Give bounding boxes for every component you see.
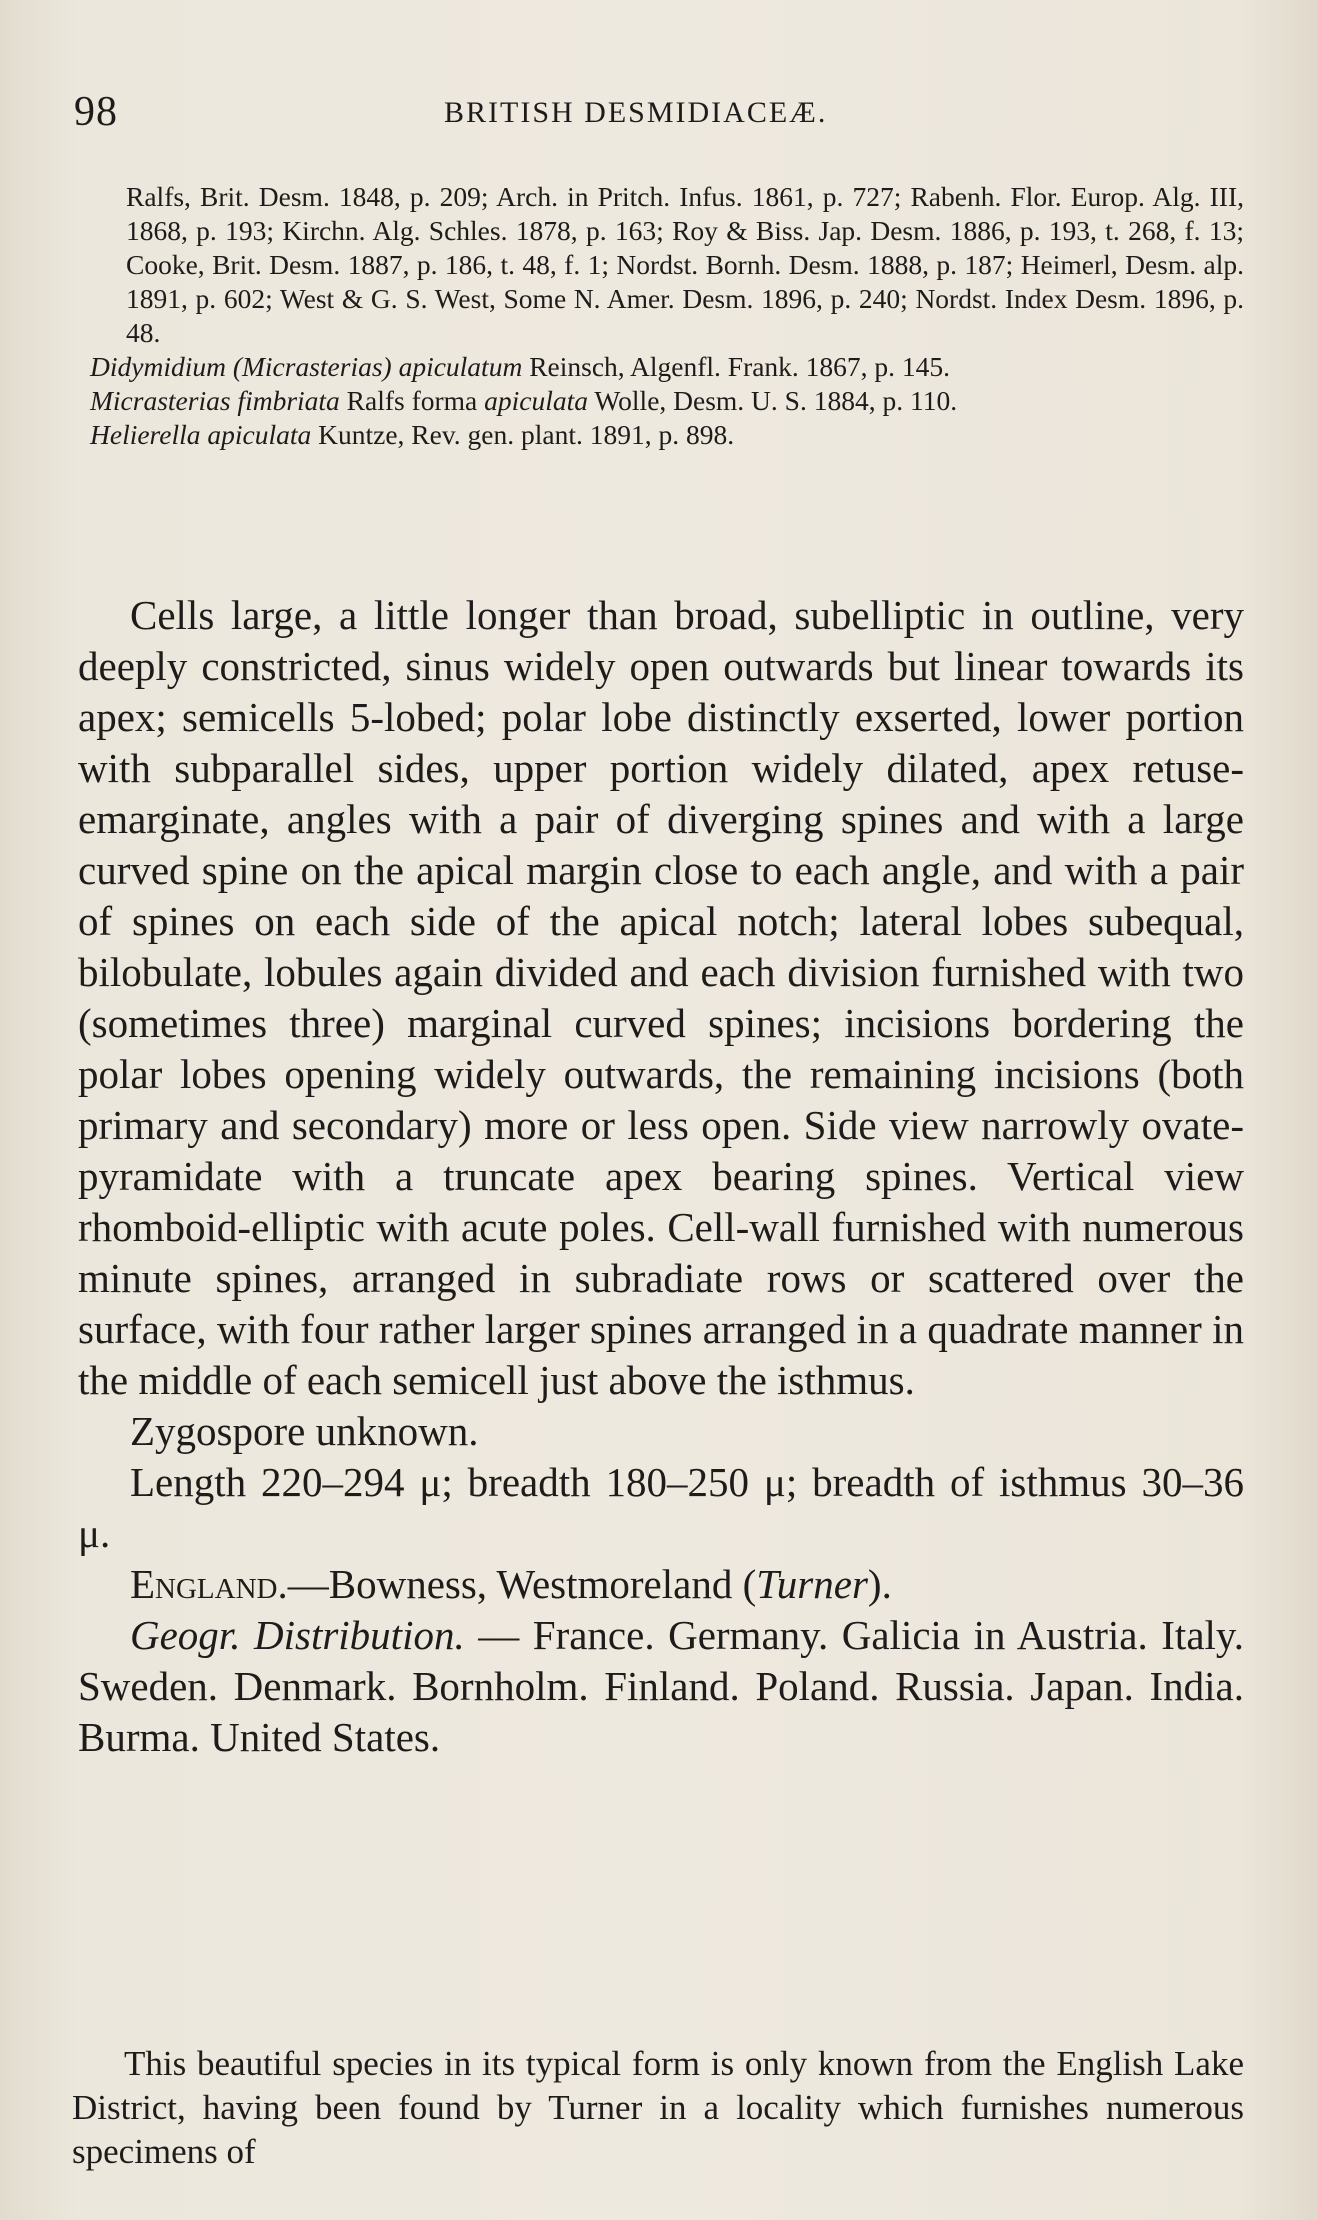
england-label: England. bbox=[130, 1561, 288, 1607]
taxon-form-name: apiculata bbox=[484, 385, 589, 416]
zygospore-line: Zygospore unknown. bbox=[130, 1408, 479, 1454]
england-collector: Turner bbox=[756, 1561, 868, 1607]
england-close: ). bbox=[867, 1561, 892, 1607]
synonymy-entry bbox=[90, 384, 1244, 418]
synonymy-text: Reinsch, Algenfl. Frank. 1867, p. 145. bbox=[522, 351, 951, 382]
page-number: 98 bbox=[74, 89, 118, 135]
taxon-name: Helierella apiculata bbox=[90, 419, 312, 450]
taxon-name: Didymidium (Micrasterias) apiculatum bbox=[90, 351, 523, 382]
england-locality bbox=[78, 1559, 1244, 1610]
synonymy-text: Kuntze, Rev. gen. plant. 1891, p. 898. bbox=[311, 419, 735, 450]
remarks-text: This beautiful species in its typical form is only known from the English Lake District, having been found by Turner in a locality which furnishes numerous specimens of bbox=[72, 2044, 1244, 2171]
synonymy-block bbox=[90, 180, 1244, 452]
dimensions-line: Length 220–294 μ; breadth 180–250 μ; breadth of isthmus 30–36 μ. bbox=[78, 1459, 1244, 1556]
synonymy-entry bbox=[90, 350, 1244, 384]
synonymy-text: Ralfs, Brit. Desm. 1848, p. 209; Arch. in Pritch. Infus. 1861, p. 727; Rabenh. Flor. Europ. Alg. III, 1868, p. 193; Kirchn. Alg. Schles. 1878, p. 163; Roy & Biss. Jap. Desm. 1886, p. 193, t. 268, f. 13; Cooke, Brit. Desm. 1887, p. 186, t. 48, f. 1; Nordst. Bornh. Desm. 1888, p. 187; Heimerl, Desm. alp. 1891, p. 602; West & G. S. West, Some N. Amer. Desm. 1896, p. 240; Nordst. Index Desm. 1896, p. 48. bbox=[126, 181, 1244, 348]
distribution-label: Geogr. Distribution. bbox=[130, 1612, 465, 1658]
page-header bbox=[74, 88, 1244, 140]
taxon-name: Micrasterias fimbriata bbox=[90, 385, 340, 416]
synonymy-entry bbox=[126, 180, 1244, 350]
remarks-paragraph bbox=[72, 2042, 1244, 2174]
distribution-text: — France. Germany. Galicia in Austria. Italy. Sweden. Denmark. Bornholm. Finland. Poland. Russia. Japan. India. Burma. United States. bbox=[78, 1612, 1244, 1760]
synonymy-text: Wolle, Desm. U. S. 1884, p. 110. bbox=[588, 385, 958, 416]
distribution-paragraph bbox=[78, 1610, 1244, 1763]
description-paragraph: Cells large, a little longer than broad, subelliptic in outline, very deeply constricted, sinus widely open outwards but linear towards its apex; semicells 5-lobed; polar lobe distinctly exserted, lower portion with subparallel sides, upper portion widely dilated, apex retuse-emarginate, angles with a pair of diverging spines and with a large curved spine on the apical margin close to each angle, and with a pair of spines on each side of the apical notch; lateral lobes subequal, bilobulate, lobules again divided and each division furnished with two (sometimes three) marginal curved spines; incisions bordering the polar lobes opening widely outwards, the remaining incisions (both primary and secondary) more or less open. Side view narrowly ovate-pyramidate with a truncate apex bearing spines. Vertical view rhomboid-elliptic with acute poles. Cell-wall furnished with numerous minute spines, arranged in subradiate rows or scattered over the surface, with four rather larger spines arranged in a quadrate manner in the middle of each semicell just above the isthmus. bbox=[78, 592, 1244, 1403]
synonymy-entry bbox=[90, 418, 1244, 452]
england-text: —Bowness, Westmoreland ( bbox=[287, 1561, 757, 1607]
taxon-name-rest: Ralfs forma bbox=[339, 385, 485, 416]
species-description bbox=[78, 590, 1244, 1763]
running-head: BRITISH DESMIDIACEÆ. bbox=[444, 96, 828, 129]
